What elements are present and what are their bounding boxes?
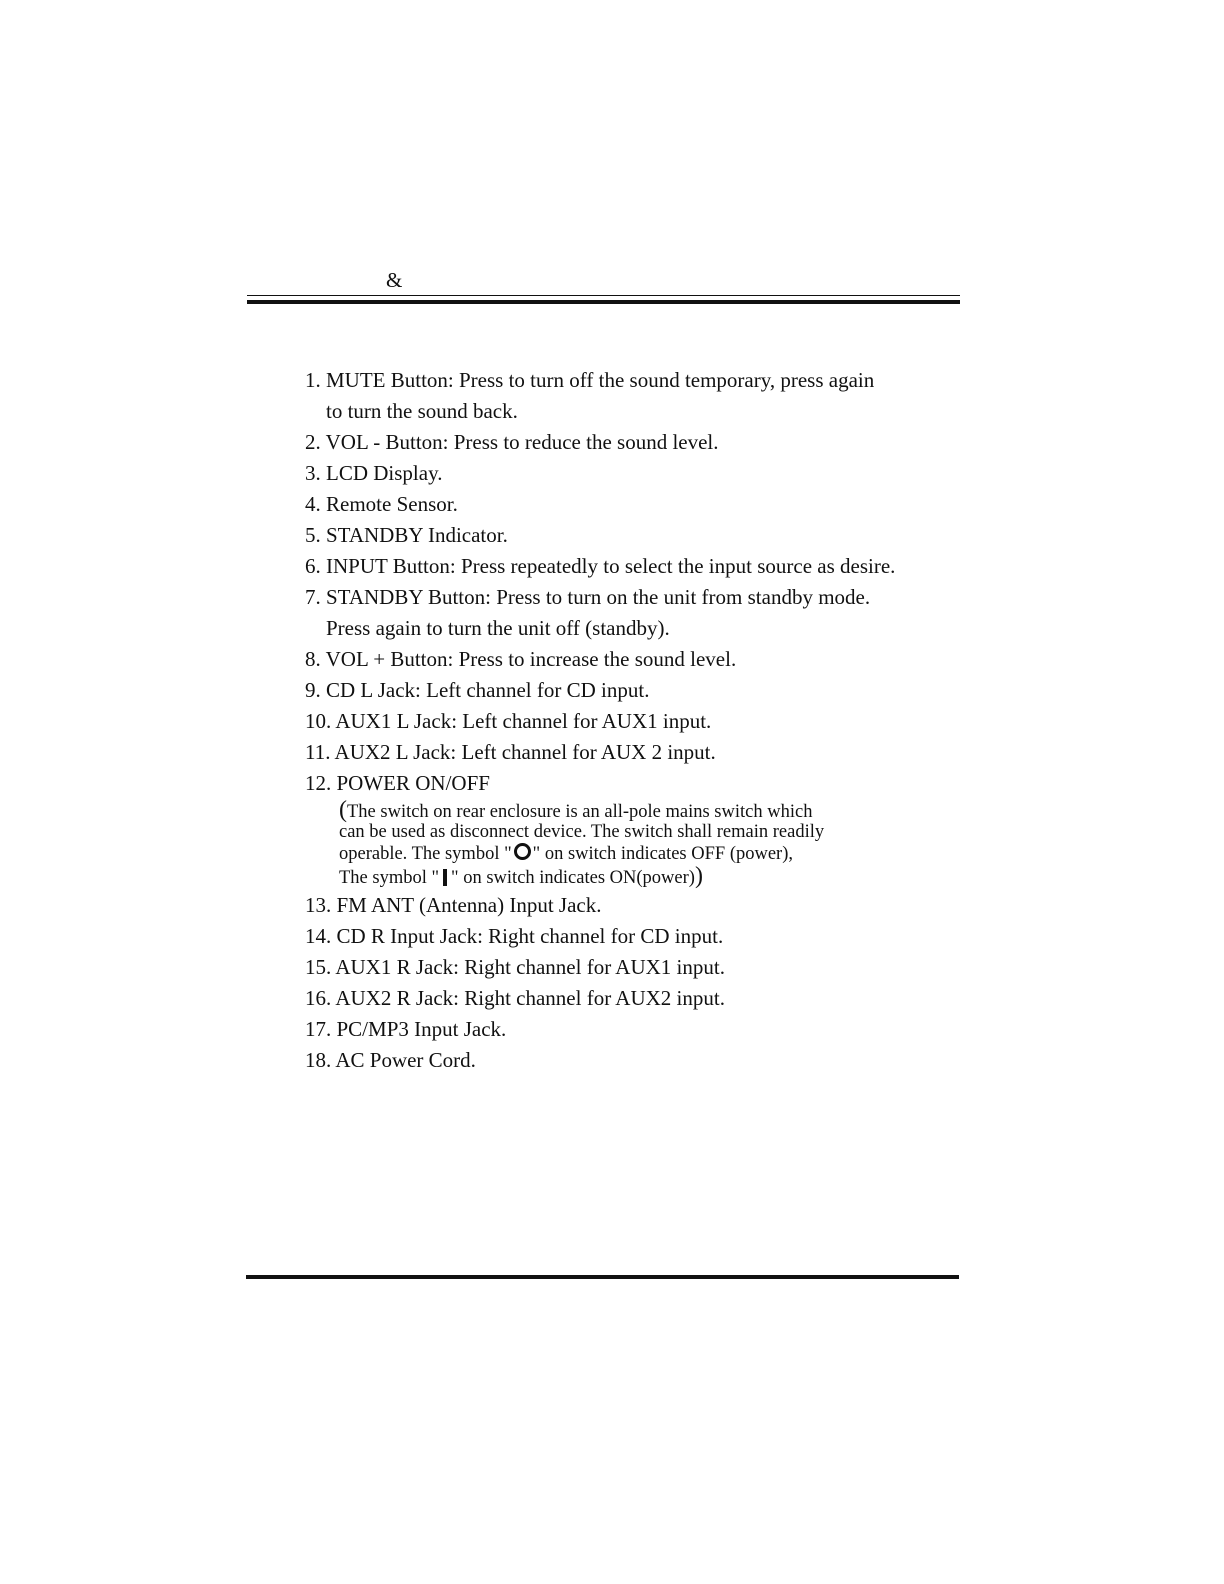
list-item-16: 16. AUX2 R Jack: Right channel for AUX2 input. [305,986,725,1010]
list-item-11: 11. AUX2 L Jack: Left channel for AUX 2 input. [305,740,716,764]
note-close-paren: ) [694,863,703,889]
circle-power-off-icon [514,843,531,860]
bar-power-on-icon [443,869,447,886]
list-item-7: 7. STANDBY Button: Press to turn on the unit from standby mode. [305,585,871,609]
list-item-1-cont: to turn the sound back. [326,399,518,423]
list-item-12: 12. POWER ON/OFF [305,771,490,795]
note-text-3a: operable. The symbol " [339,844,512,864]
list-item-6: 6. INPUT Button: Press repeatedly to select the input source as desire. [305,554,896,578]
header-rule-thick [247,300,960,304]
list-item-8: 8. VOL + Button: Press to increase the sound level. [305,647,737,671]
footer-rule [246,1275,959,1279]
list-item-14: 14. CD R Input Jack: Right channel for CD input. [305,924,724,948]
note-line-3 [339,843,945,865]
header-ampersand: & [386,268,403,292]
header-rule-thin [247,295,960,296]
list-item-9: 9. CD L Jack: Left channel for CD input. [305,678,650,702]
note-text-4a: The symbol " [339,868,440,888]
power-switch-note [305,799,945,887]
note-text-3b: " on switch indicates OFF (power), [532,844,794,864]
note-text-1: The switch on rear enclosure is an all-pole mains switch which [347,802,813,822]
note-line-4 [339,865,945,887]
list-item-18: 18. AC Power Cord. [305,1048,476,1072]
note-line-2: can be used as disconnect device. The switch shall remain readily [339,822,825,842]
list-item-4: 4. Remote Sensor. [305,492,458,516]
list-item-3: 3. LCD Display. [305,461,443,485]
list-item-5: 5. STANDBY Indicator. [305,523,508,547]
note-line-1 [339,799,945,821]
list-item-2: 2. VOL - Button: Press to reduce the sound level. [305,430,719,454]
note-open-paren: ( [339,797,347,823]
list-item-13: 13. FM ANT (Antenna) Input Jack. [305,893,602,917]
list-item-17: 17. PC/MP3 Input Jack. [305,1017,507,1041]
list-item-1: 1. MUTE Button: Press to turn off the sound temporary, press again [305,368,875,392]
list-item-7-cont: Press again to turn the unit off (standby). [326,616,670,640]
list-item-10: 10. AUX1 L Jack: Left channel for AUX1 input. [305,709,712,733]
list-item-15: 15. AUX1 R Jack: Right channel for AUX1 input. [305,955,725,979]
item-list [305,365,945,1076]
note-text-4b: " on switch indicates ON(power) [451,868,695,888]
